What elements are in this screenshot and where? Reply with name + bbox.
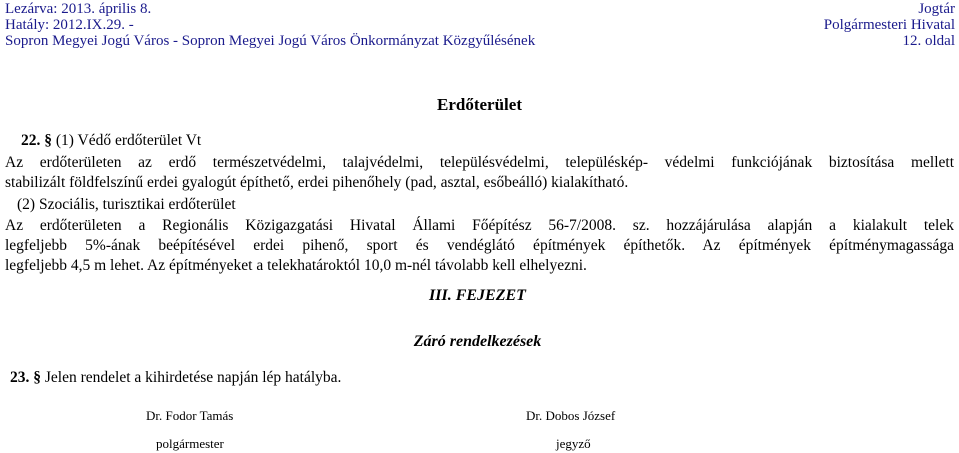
signature-2-role: jegyző	[556, 436, 591, 451]
header-closed-date: Lezárva: 2013. április 8.	[5, 1, 152, 17]
subsection-1-text-line1: Az erdőterületen az erdő természetvédelmi, talajvédelmi, településvédelmi, településkép- védelmi funkciójának biztosítása mellett	[5, 154, 954, 171]
chapter-title: Záró rendelkezések	[413, 333, 542, 350]
paragraph-23-text: Jelen rendelet a kihirdetése napján lép hatályba.	[44, 369, 342, 386]
header-page-number: 12. oldal	[902, 33, 955, 49]
section-title: Erdőterület	[437, 95, 522, 114]
header-issuer: Sopron Megyei Jogú Város - Sopron Megyei Jogú Város Önkormányzat Közgyűlésének	[5, 33, 536, 49]
header-office: Polgármesteri Hivatal	[823, 17, 955, 33]
subsection-1-title: (1) Védő erdőterület Vt	[55, 132, 202, 149]
paragraph-22-heading	[21, 131, 201, 151]
signature-2-name: Dr. Dobos József	[526, 408, 616, 423]
subsection-1-text-line2: stabilizált földfelszínű erdei gyalogút építhető, erdei pihenőhely (pad, asztal, esőbeálló) kialakítható.	[5, 174, 629, 191]
subsection-2-text-line1: Az erdőterületen a Regionális Közigazgatási Hivatal Állami Főépítész 56-7/2008. sz. hozzájárulása alapján a kialakult telek	[5, 217, 954, 234]
signature-1-role: polgármester	[156, 436, 224, 451]
paragraph-23-number: 23. §	[10, 369, 41, 386]
subsection-2-text-line2: legfeljebb 5%-ának beépítésével erdei pihenő, sport és vendéglátó építmények építhetők. Az építmények építménymagassága	[5, 237, 954, 254]
paragraph-22-number: 22. §	[21, 132, 52, 149]
chapter-number: III. FEJEZET	[429, 287, 526, 304]
signature-1-name: Dr. Fodor Tamás	[146, 408, 234, 423]
subsection-2-text-line3: legfeljebb 4,5 m lehet. Az építményeket a telekhatároktól 10,0 m-nél távolabb kell elhelyezni.	[5, 257, 587, 274]
paragraph-23	[10, 368, 341, 388]
subsection-2-title: (2) Szociális, turisztikai erdőterület	[17, 196, 236, 213]
header-effective-date: Hatály: 2012.IX.29. -	[5, 17, 134, 33]
header-source: Jogtár	[918, 1, 955, 17]
